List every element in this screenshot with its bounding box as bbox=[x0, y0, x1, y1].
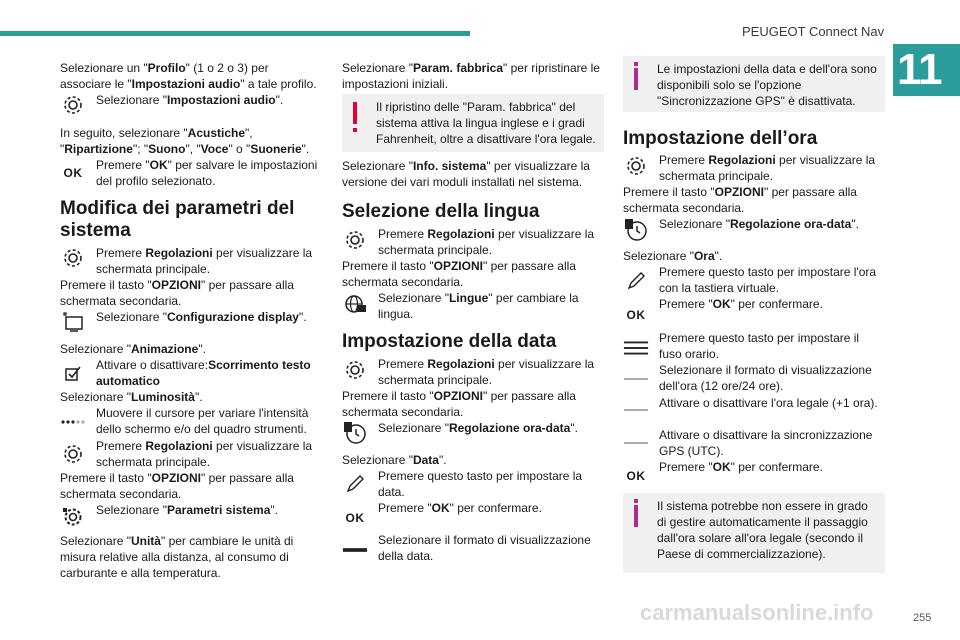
paragraph: Premere il tasto "OPZIONI" per passare alla schermata secondaria. bbox=[342, 259, 576, 289]
info-icon bbox=[634, 505, 638, 527]
header-title: PEUGEOT Connect Nav bbox=[742, 24, 885, 39]
instruction: Selezionare "Parametri sistema". bbox=[96, 503, 278, 517]
gear-icon bbox=[60, 94, 86, 116]
paragraph: Selezionare un "Profilo" (1 o 2 o 3) per associare le "Impostazioni audio" a tale profilo. bbox=[60, 61, 317, 91]
warning-box: Il ripristino delle "Param. fabbrica" del sistema attiva la lingua inglese e i gradi Fahrenheit, oltre a disattivare l'ora legale. bbox=[342, 94, 604, 152]
info-icon bbox=[634, 68, 638, 90]
paragraph: Selezionare "Data". bbox=[342, 453, 447, 467]
instruction: Muovere il cursore per variare l'intensità dello schermo e/o del quadro strumenti. bbox=[96, 406, 309, 436]
instruction: Premere questo tasto per impostare la data. bbox=[378, 469, 583, 499]
gps-sync-toggle-icon bbox=[623, 432, 649, 454]
paragraph: Selezionare "Animazione". bbox=[60, 342, 206, 356]
gear-icon bbox=[342, 229, 368, 251]
instruction: Premere Regolazioni per visualizzare la schermata principale. bbox=[378, 227, 595, 257]
system-settings-icon bbox=[60, 506, 86, 528]
ok-icon: OK bbox=[626, 308, 646, 322]
paragraph: Selezionare "Luminosità". bbox=[60, 390, 203, 404]
instruction: Selezionare "Impostazioni audio". bbox=[96, 93, 284, 107]
instruction: Attivare o disattivare:Scorrimento testo automatico bbox=[96, 358, 311, 388]
instruction: Selezionare "Lingue" per cambiare la lingua. bbox=[378, 291, 579, 321]
paragraph: Premere il tasto "OPZIONI" per passare alla schermata secondaria. bbox=[60, 471, 294, 501]
info-box: Il sistema potrebbe non essere in grado di gestire automaticamente il passaggio dall'ora solare all'ora legale (secondo il Paese di commercializzazione). bbox=[623, 493, 885, 573]
instruction: Premere questo tasto per impostare il fuso orario. bbox=[659, 331, 860, 361]
paragraph: Selezionare "Unità" per cambiare le unità di misura relative alla distanza, al consumo di carburante e alla temperatura. bbox=[60, 534, 294, 580]
gear-icon bbox=[342, 359, 368, 381]
paragraph: In seguito, selezionare "Acustiche", "Ripartizione"; "Suono", "Voce" o "Suonerie". bbox=[60, 126, 310, 156]
instruction: Premere "OK" per confermare. bbox=[659, 460, 823, 474]
ok-icon: OK bbox=[626, 469, 646, 483]
instruction: Premere "OK" per confermare. bbox=[378, 501, 542, 515]
page-number: 255 bbox=[913, 612, 932, 624]
clock-calendar-icon bbox=[342, 422, 368, 444]
time-format-toggle-icon bbox=[623, 368, 649, 390]
daylight-saving-toggle-icon bbox=[623, 399, 649, 421]
paragraph: Selezionare "Ora". bbox=[623, 249, 723, 263]
instruction: Selezionare "Regolazione ora-data". bbox=[378, 421, 578, 435]
gear-icon bbox=[623, 155, 649, 177]
pencil-icon bbox=[623, 270, 649, 292]
watermark: carmanualsonline.info bbox=[640, 600, 874, 625]
paragraph: Premere il tasto "OPZIONI" per passare alla schermata secondaria. bbox=[60, 278, 294, 308]
instruction: Premere questo tasto per impostare l'ora con la tastiera virtuale. bbox=[659, 265, 877, 295]
ok-icon: OK bbox=[345, 511, 365, 525]
date-format-icon bbox=[342, 539, 368, 561]
gear-icon bbox=[60, 443, 86, 465]
instruction: Premere "OK" per confermare. bbox=[659, 297, 823, 311]
instruction: Attivare o disattivare l'ora legale (+1 ora). bbox=[659, 396, 878, 410]
time-zone-icon bbox=[623, 337, 649, 359]
instruction: Selezionare il formato di visualizzazione della data. bbox=[378, 533, 591, 563]
language-icon bbox=[342, 293, 368, 315]
ok-icon: OK bbox=[63, 166, 83, 180]
instruction: Premere Regolazioni per visualizzare la schermata principale. bbox=[96, 246, 313, 276]
section-heading: Selezione della lingua bbox=[342, 201, 540, 222]
instruction: Selezionare il formato di visualizzazione dell'ora (12 ore/24 ore). bbox=[659, 363, 872, 393]
instruction: Premere Regolazioni per visualizzare la schermata principale. bbox=[659, 153, 876, 183]
pencil-icon bbox=[342, 473, 368, 495]
instruction: Attivare o disattivare la sincronizzazione GPS (UTC). bbox=[659, 428, 873, 458]
section-heading: Impostazione dell’ora bbox=[623, 128, 818, 149]
instruction: Premere Regolazioni per visualizzare la schermata principale. bbox=[378, 357, 595, 387]
clock-calendar-icon bbox=[623, 219, 649, 241]
paragraph: Selezionare "Info. sistema" per visualizzare la versione dei vari moduli installati nel sistema. bbox=[342, 159, 590, 189]
chapter-tab: 11 bbox=[893, 44, 960, 96]
section-heading: Impostazione della data bbox=[342, 331, 557, 352]
instruction: Selezionare "Regolazione ora-data". bbox=[659, 217, 859, 231]
instruction: Premere "OK" per salvare le impostazioni del profilo selezionato. bbox=[96, 158, 318, 188]
paragraph: Selezionare "Param. fabbrica" per ripristinare le impostazioni iniziali. bbox=[342, 61, 600, 91]
display-settings-icon bbox=[60, 311, 86, 333]
instruction: Premere Regolazioni per visualizzare la schermata principale. bbox=[96, 439, 313, 469]
paragraph: Premere il tasto "OPZIONI" per passare alla schermata secondaria. bbox=[623, 185, 857, 215]
instruction: Selezionare "Configurazione display". bbox=[96, 310, 307, 324]
section-heading: Modifica dei parametri del sistema bbox=[60, 198, 295, 241]
brightness-slider-icon bbox=[60, 411, 86, 433]
paragraph: Premere il tasto "OPZIONI" per passare alla schermata secondaria. bbox=[342, 389, 576, 419]
checkbox-edit-icon bbox=[60, 362, 86, 384]
info-box: Le impostazioni della data e dell'ora sono disponibili solo se l'opzione "Sincronizzazione GPS" è disattivata. bbox=[623, 56, 885, 112]
warning-icon bbox=[353, 102, 357, 124]
gear-icon bbox=[60, 247, 86, 269]
header-accent-bar bbox=[0, 31, 470, 36]
